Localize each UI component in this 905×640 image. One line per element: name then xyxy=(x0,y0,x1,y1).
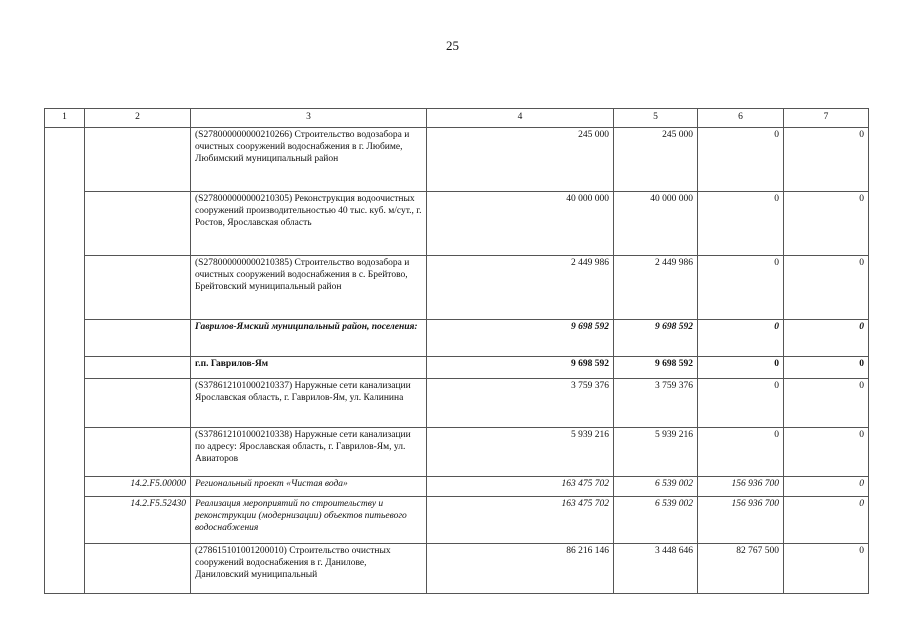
table-row xyxy=(45,544,869,594)
column-header: 7 xyxy=(784,109,869,128)
cell-col6: 0 xyxy=(698,357,784,379)
cell-col5: 245 000 xyxy=(614,128,698,192)
cell-col7: 0 xyxy=(784,320,869,357)
cell-col6: 156 936 700 xyxy=(698,497,784,544)
cell-code xyxy=(85,192,191,256)
column-header: 5 xyxy=(614,109,698,128)
budget-table xyxy=(44,108,869,594)
table-row xyxy=(45,428,869,477)
cell-code xyxy=(85,128,191,192)
cell-col7: 0 xyxy=(784,428,869,477)
column-header: 4 xyxy=(427,109,614,128)
cell-col7: 0 xyxy=(784,192,869,256)
cell-description: Гаврилов-Ямский муниципальный район, поселения: xyxy=(191,320,427,357)
cell-col7: 0 xyxy=(784,128,869,192)
cell-code xyxy=(85,320,191,357)
cell-description: Реализация мероприятий по строительству и реконструкции (модернизации) объектов питьевого водоснабжения xyxy=(191,497,427,544)
column-header: 6 xyxy=(698,109,784,128)
cell-col6: 0 xyxy=(698,128,784,192)
cell-description: (S378612101000210338) Наружные сети канализации по адресу: Ярославская область, г. Гаврилов-Ям, ул. Авиаторов xyxy=(191,428,427,477)
table-row xyxy=(45,192,869,256)
page-number: 25 xyxy=(446,38,459,53)
cell-col7: 0 xyxy=(784,544,869,594)
cell-col5: 5 939 216 xyxy=(614,428,698,477)
cell-col6: 0 xyxy=(698,320,784,357)
cell-col4: 245 000 xyxy=(427,128,614,192)
cell-col4: 9 698 592 xyxy=(427,357,614,379)
cell-code xyxy=(85,379,191,428)
table-row xyxy=(45,379,869,428)
table-row xyxy=(45,477,869,497)
cell-col5: 2 449 986 xyxy=(614,256,698,320)
cell-col6: 0 xyxy=(698,428,784,477)
cell-col4: 40 000 000 xyxy=(427,192,614,256)
cell-description: (S278000000000210266) Строительство водозабора и очистных сооружений водоснабжения в г. Любиме, Любимский муниципальный район xyxy=(191,128,427,192)
cell-col5: 3 759 376 xyxy=(614,379,698,428)
cell-col4: 86 216 146 xyxy=(427,544,614,594)
table-row xyxy=(45,357,869,379)
cell-col6: 0 xyxy=(698,256,784,320)
table-row xyxy=(45,256,869,320)
cell-col5: 6 539 002 xyxy=(614,477,698,497)
cell-col4: 163 475 702 xyxy=(427,497,614,544)
cell-col6: 0 xyxy=(698,379,784,428)
cell-col6: 156 936 700 xyxy=(698,477,784,497)
cell-col7: 0 xyxy=(784,497,869,544)
cell-col4: 5 939 216 xyxy=(427,428,614,477)
cell-col4: 2 449 986 xyxy=(427,256,614,320)
table-header-row xyxy=(45,109,869,128)
cell-col7: 0 xyxy=(784,477,869,497)
cell-code: 14.2.F5.00000 xyxy=(85,477,191,497)
cell-code xyxy=(85,357,191,379)
cell-description: Региональный проект «Чистая вода» xyxy=(191,477,427,497)
column-header: 1 xyxy=(45,109,85,128)
cell-code xyxy=(85,256,191,320)
cell-col4: 3 759 376 xyxy=(427,379,614,428)
cell-description: (S278000000000210385) Строительство водозабора и очистных сооружений водоснабжения в с. Брейтово, Брейтовский муниципальный район xyxy=(191,256,427,320)
cell-col5: 9 698 592 xyxy=(614,357,698,379)
cell-col6: 82 767 500 xyxy=(698,544,784,594)
cell-col7: 0 xyxy=(784,357,869,379)
cell-col5: 6 539 002 xyxy=(614,497,698,544)
cell-col1 xyxy=(45,128,85,594)
cell-col7: 0 xyxy=(784,379,869,428)
cell-description: (S378612101000210337) Наружные сети канализации Ярославская область, г. Гаврилов-Ям, ул. Калинина xyxy=(191,379,427,428)
cell-col4: 163 475 702 xyxy=(427,477,614,497)
cell-col7: 0 xyxy=(784,256,869,320)
cell-description: г.п. Гаврилов-Ям xyxy=(191,357,427,379)
cell-col4: 9 698 592 xyxy=(427,320,614,357)
cell-description: (S278000000000210305) Реконструкция водоочистных сооружений производительностью 40 тыс. куб. м/сут., г. Ростов, Ярославская область xyxy=(191,192,427,256)
column-header: 3 xyxy=(191,109,427,128)
cell-code: 14.2.F5.52430 xyxy=(85,497,191,544)
cell-col5: 9 698 592 xyxy=(614,320,698,357)
cell-col6: 0 xyxy=(698,192,784,256)
table-row xyxy=(45,497,869,544)
cell-col5: 40 000 000 xyxy=(614,192,698,256)
table-row xyxy=(45,128,869,192)
table-row xyxy=(45,320,869,357)
cell-col5: 3 448 646 xyxy=(614,544,698,594)
cell-description: (278615101001200010) Строительство очистных сооружений водоснабжения в г. Данилове, Даниловский муниципальный xyxy=(191,544,427,594)
cell-code xyxy=(85,544,191,594)
cell-code xyxy=(85,428,191,477)
column-header: 2 xyxy=(85,109,191,128)
